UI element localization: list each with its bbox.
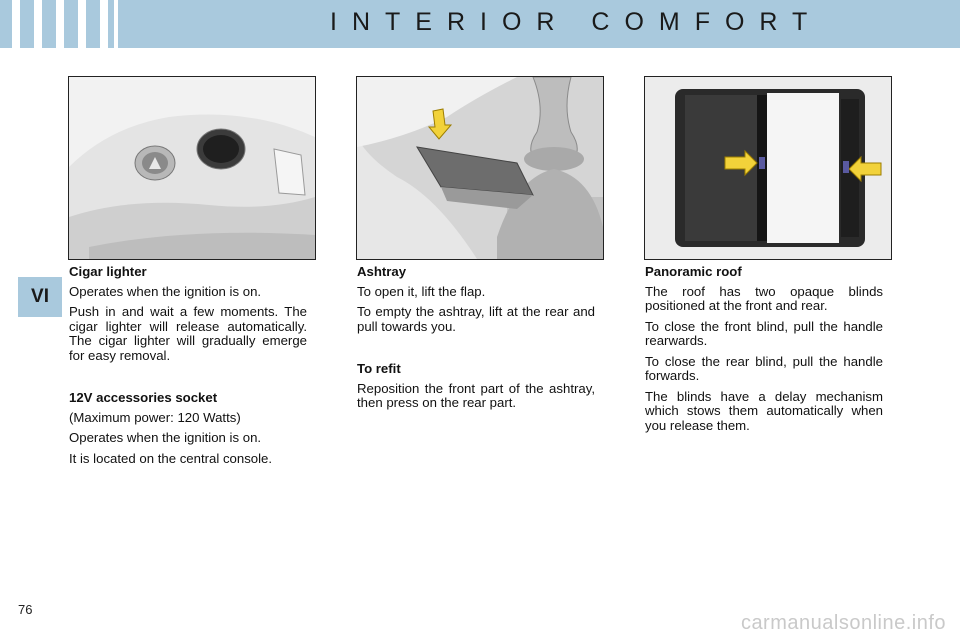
panoramic-roof-photo — [644, 76, 892, 260]
socket-text: Operates when the ignition is on. — [69, 430, 262, 445]
refit-heading: To refit — [357, 361, 401, 376]
page-title: INTERIOR COMFORT — [330, 8, 823, 36]
cigar-lighter-text: Operates when the ignition is on. — [69, 283, 262, 299]
header-stripe — [34, 0, 42, 48]
chapter-tab: VI — [18, 277, 62, 317]
cigar-lighter-photo — [68, 76, 316, 260]
panoramic-roof-text: To close the front blind, pull the handle rearwards. — [645, 318, 883, 348]
cigar-lighter-heading: Cigar lighter — [69, 264, 147, 279]
header-stripe — [78, 0, 86, 48]
ashtray-photo — [356, 76, 604, 260]
refit-text: Reposition the front part of the ashtray, then press on the rear part. — [357, 380, 595, 410]
header-stripe — [114, 0, 118, 48]
socket-heading: 12V accessories socket — [69, 390, 218, 405]
header-band — [0, 0, 960, 48]
watermark: carmanualsonline.info — [740, 612, 946, 634]
panoramic-roof-heading: Panoramic roof — [645, 264, 742, 279]
cigar-lighter-column — [69, 265, 307, 472]
panoramic-roof-text: The blinds have a delay mechanism which stows them automatically when you release them. — [645, 388, 883, 433]
panoramic-roof-column — [645, 265, 883, 439]
ashtray-text: To open it, lift the flap. — [357, 283, 486, 299]
socket-text: It is located on the central console. — [69, 450, 273, 466]
panoramic-roof-text: To close the rear blind, pull the handle forwards. — [645, 353, 883, 383]
cigar-lighter-text: Push in and wait a few moments. The cigar lighter will release automatically. The cigar lighter will gradually emerge for easy removal. — [69, 304, 307, 363]
socket-text: (Maximum power: 120 Watts) — [69, 409, 241, 425]
page-number: 76 — [18, 602, 33, 617]
header-stripe — [56, 0, 64, 48]
header-stripe — [12, 0, 20, 48]
ashtray-text: To empty the ashtray, lift at the rear and pull towards you. — [357, 304, 595, 334]
panoramic-roof-text: The roof has two opaque blinds positioned at the front and rear. — [645, 283, 883, 313]
ashtray-column — [357, 265, 595, 417]
header-stripe — [100, 0, 108, 48]
ashtray-heading: Ashtray — [357, 264, 407, 279]
